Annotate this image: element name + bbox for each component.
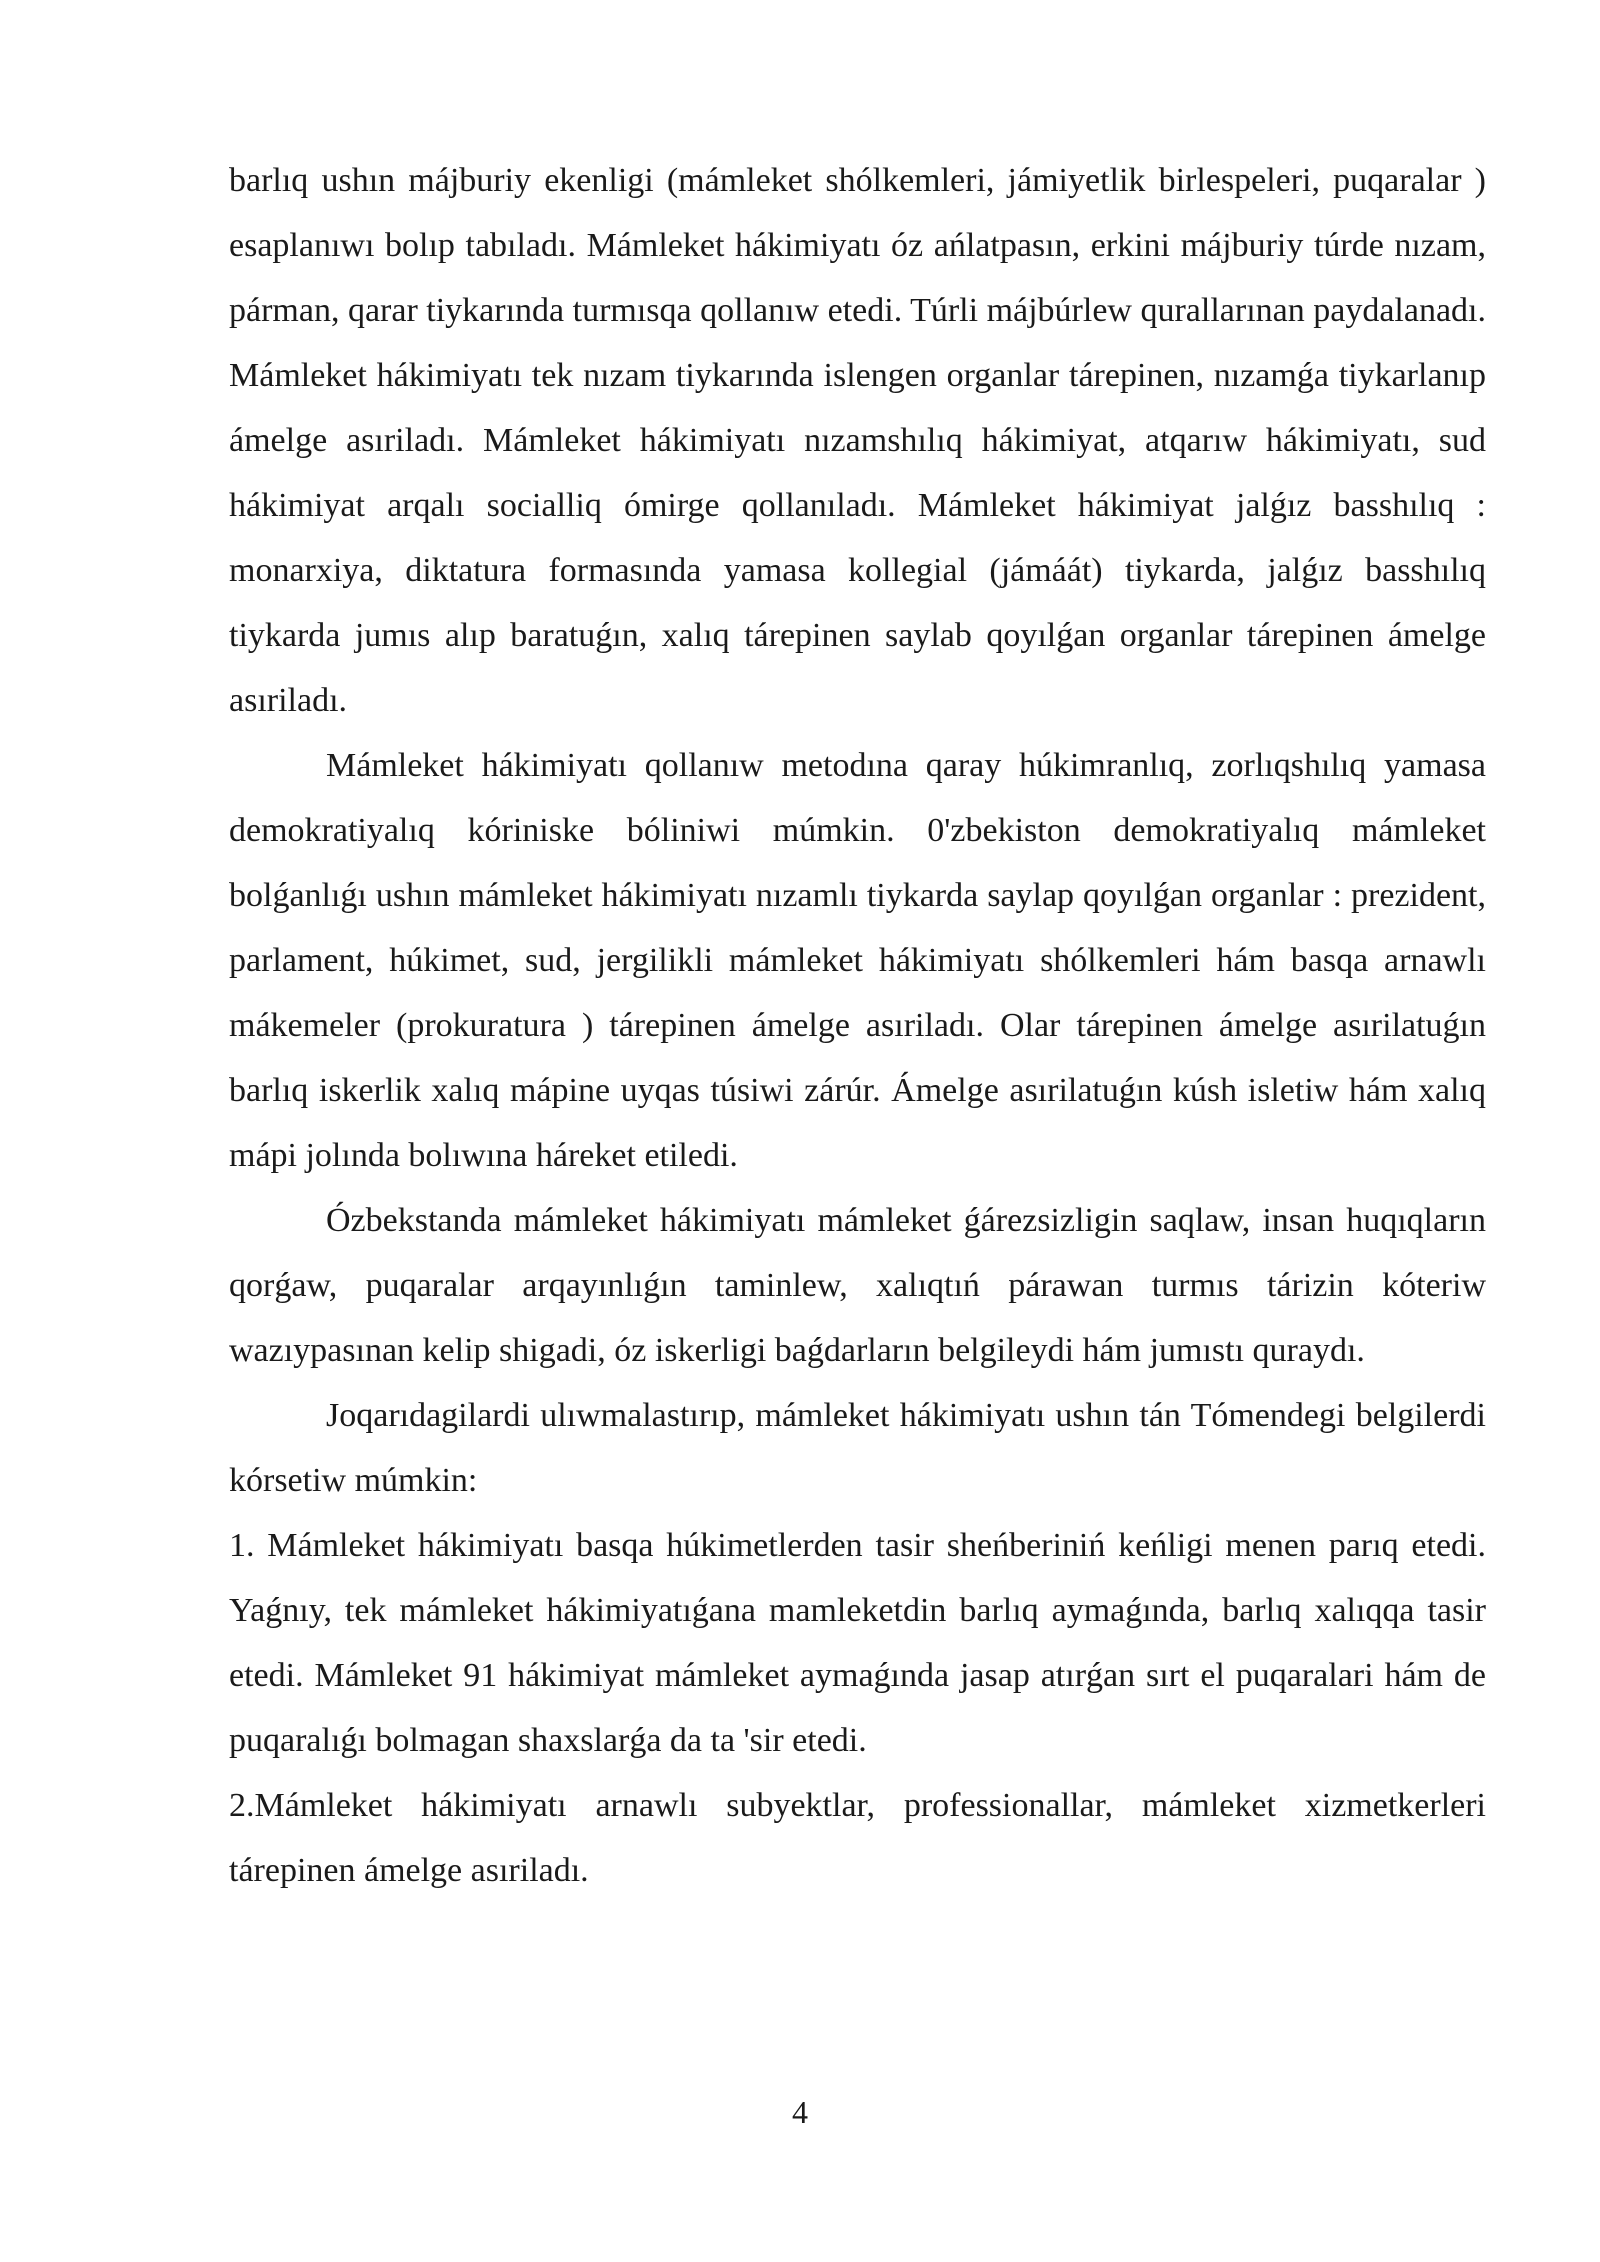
paragraph-1: barlıq ushın májburiy ekenligi (mámleket shólkemleri, jámiyetlik birlespeleri, puqaralar ) esaplanıwı bolıp tabıladı. Mámleket hákimiyatı óz ańlatpasın, erkini májburiy túrde nızam, párman, qarar tiykarında turmısqa qollanıw etedi. Túrli májbúrlew qurallarınan paydalanadı. Mámleket hákimiyatı tek nızam tiykarında islengen organlar tárepinen, nızamǵa tiykarlanıp ámelge asıriladı. Mámleket hákimiyatı nızamshılıq hákimiyat, atqarıw hákimiyatı, sud hákimiyat arqalı socialliq ómirge qollanıladı. Mámleket hákimiyat jalǵız basshılıq : monarxiya, diktatura formasında yamasa kollegial (jámáát) tiykarda, jalǵız basshılıq tiykarda jumıs alıp baratuǵın, xalıq tárepinen saylab qoyılǵan organlar tárepinen ámelge asıriladı. <box>229 162 1486 719</box>
paragraph-4: Joqarıdagilardi ulıwmalastırıp, mámleket hákimiyatı ushın tán Tómendegi belgilerdi kórsetiw múmkin: <box>229 1397 1486 1499</box>
page-number: 4 <box>792 2094 808 2130</box>
list-item-2: 2.Mámleket hákimiyatı arnawlı subyektlar, professionallar, mámleket xizmetkerleri tárepinen ámelge asıriladı. <box>229 1787 1486 1889</box>
paragraph-2: Mámleket hákimiyatı qollanıw metodına qaray húkimranlıq, zorlıqshılıq yamasa demokratiyalıq kóriniske bóliniwi múmkin. 0'zbekiston demokratiyalıq mámleket bolǵanlıǵı ushın mámleket hákimiyatı nızamlı tiykarda saylap qoyılǵan organlar : prezident, parlament, húkimet, sud, jergilikli mámleket hákimiyatı shólkemleri hám basqa arnawlı mákemeler (prokuratura ) tárepinen ámelge asıriladı. Olar tárepinen ámelge asırilatuǵın barlıq iskerlik xalıq mápine uyqas túsiwi zárúr. Ámelge asırilatuǵın kúsh isletiw hám xalıq mápi jolında bolıwına háreket etiledi. <box>229 747 1486 1174</box>
paragraph-3: Ózbekstanda mámleket hákimiyatı mámleket ǵárezsizligin saqlaw, insan huqıqların qorǵaw, puqaralar arqayınlıǵın taminlew, xalıqtıń párawan turmıs tárizin kóteriw wazıypasınan kelip shigadi, óz iskerligi baǵdarların belgileydi hám jumıstı quraydı. <box>229 1202 1486 1369</box>
text-body <box>229 148 1486 1903</box>
list-item-1: 1. Mámleket hákimiyatı basqa húkimetlerden tasir sheńberiniń keńligi menen parıq etedi. Yaǵnıy, tek mámleket hákimiyatıǵana mamleketdin barlıq aymaǵında, barlıq xalıqqa tasir etedi. Mámleket 91 hákimiyat mámleket aymaǵında jasap atırǵan sırt el puqaralari hám de puqaralıǵı bolmagan shaxslarǵa da ta 'sir etedi. <box>229 1527 1486 1759</box>
